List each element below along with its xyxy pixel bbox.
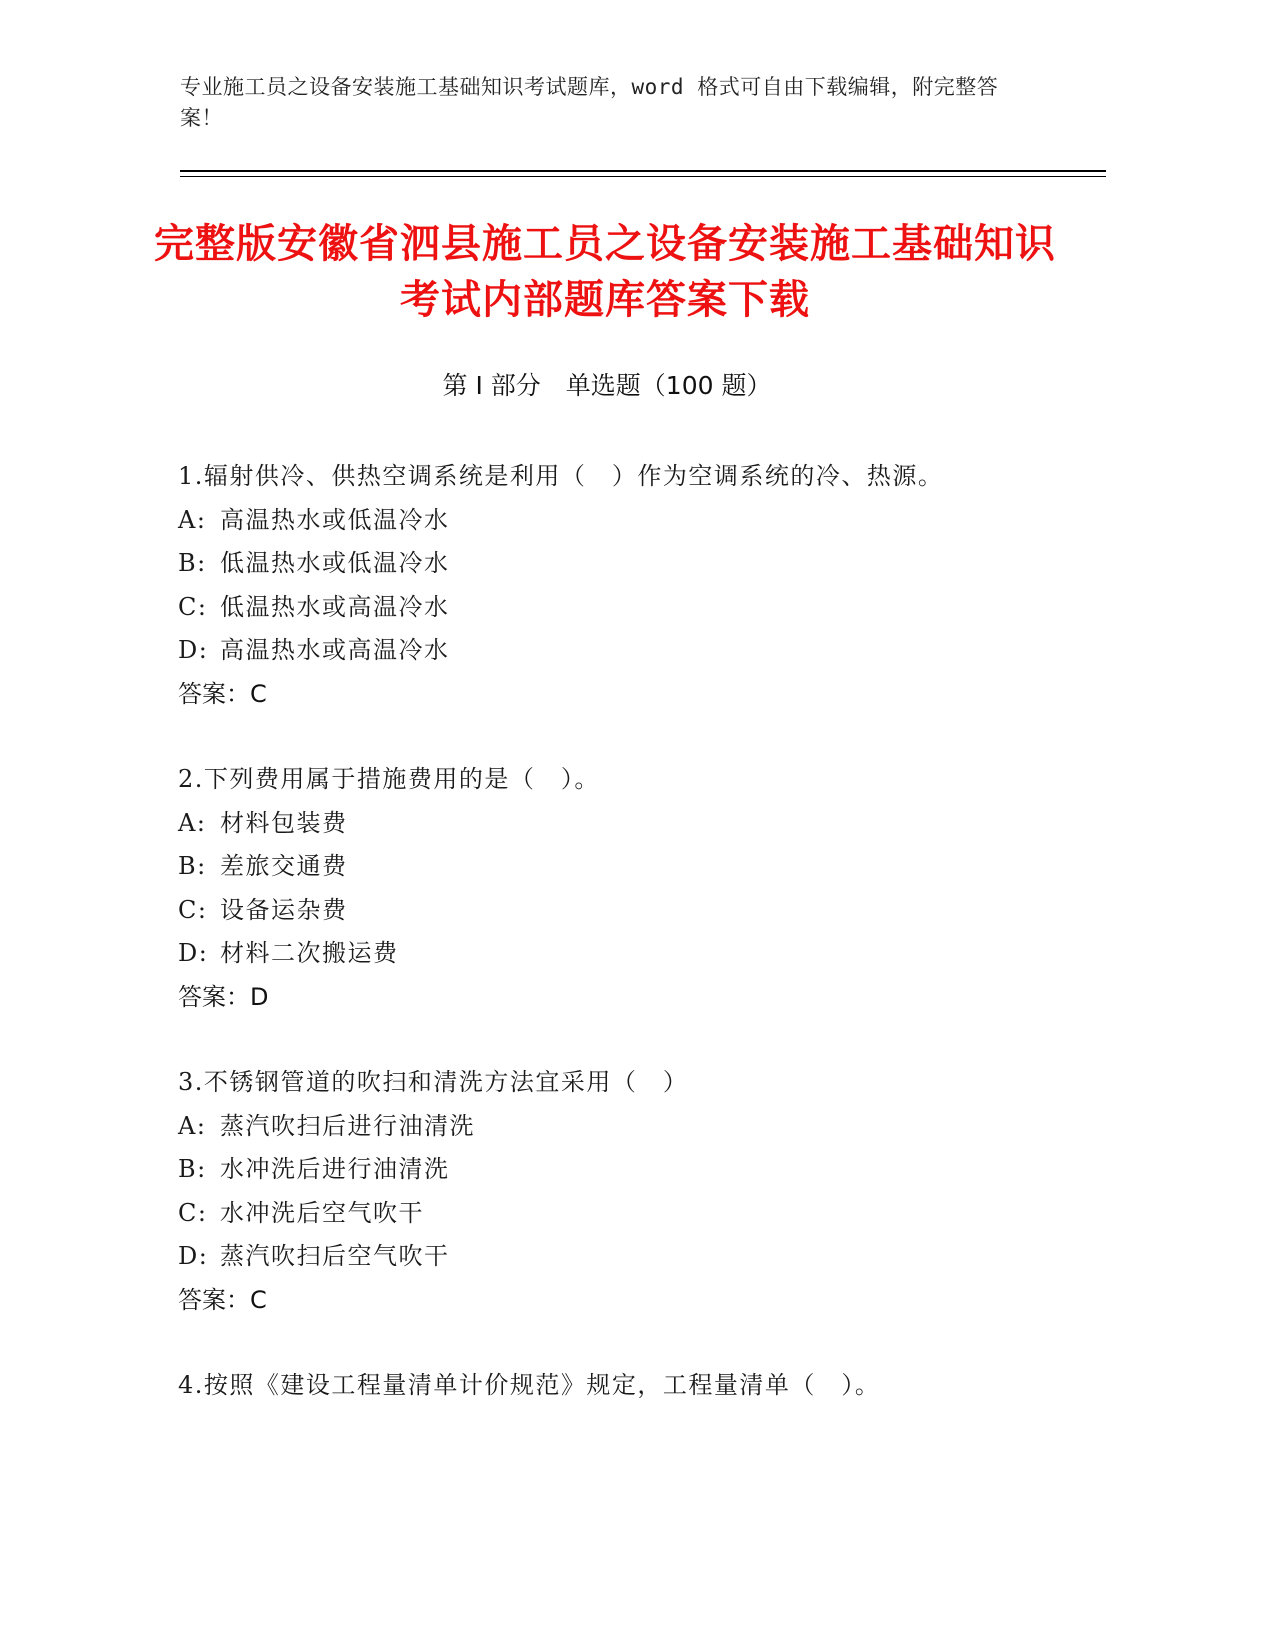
header-rule-thin <box>180 176 1106 177</box>
option-text: 材料二次搬运费 <box>220 939 399 967</box>
option-text: 蒸汽吹扫后空气吹干 <box>220 1242 450 1270</box>
option-text: 低温热水或高温冷水 <box>220 592 450 621</box>
option-d <box>178 629 1128 673</box>
header-note: 专业施工员之设备安装施工基础知识考试题库，word 格式可自由下载编辑，附完整答案！ <box>180 75 999 130</box>
option-letter: D: <box>178 1242 209 1270</box>
option-d <box>178 932 1128 976</box>
option-text: 水冲洗后空气吹干 <box>220 1198 424 1227</box>
answer-text: 答案：C <box>178 1285 267 1314</box>
option-text: 材料包装费 <box>220 808 348 837</box>
option-text: 高温热水或低温冷水 <box>220 505 450 534</box>
answer-text: 答案：C <box>178 679 267 708</box>
answer-text: 答案：D <box>178 982 269 1011</box>
option-b <box>178 542 1128 586</box>
question-text: 4.按照《建设工程量清单计价规范》规定，工程量清单（ ）。 <box>178 1371 881 1399</box>
question-text: 1.辐射供冷、供热空调系统是利用（ ）作为空调系统的冷、热源。 <box>178 462 944 490</box>
option-a <box>178 1105 1128 1149</box>
question-item <box>178 758 1128 1019</box>
option-letter: B: <box>178 549 207 577</box>
option-text: 高温热水或高温冷水 <box>220 636 450 664</box>
option-letter: A: <box>178 808 207 837</box>
option-letter: A: <box>178 505 207 534</box>
question-text: 2.下列费用属于措施费用的是（ ）。 <box>178 765 600 793</box>
question-item <box>178 455 1128 716</box>
option-c <box>178 1192 1128 1236</box>
document-title: 完整版安徽省泗县施工员之设备安装施工基础知识考试内部题库答案下载 <box>154 221 1056 323</box>
question-list <box>178 455 1128 1450</box>
option-text: 差旅交通费 <box>220 852 348 880</box>
option-letter: A: <box>178 1111 207 1140</box>
option-letter: D: <box>178 939 209 967</box>
question-text: 3.不锈钢管道的吹扫和清洗方法宜采用（ ） <box>178 1068 689 1096</box>
option-b <box>178 845 1128 889</box>
section-heading: 第 I 部分 单选题（100 题） <box>442 371 772 400</box>
option-d <box>178 1235 1128 1279</box>
option-letter: C: <box>178 895 208 924</box>
option-text: 设备运杂费 <box>220 895 348 924</box>
option-text: 蒸汽吹扫后进行油清洗 <box>220 1111 475 1140</box>
option-a <box>178 802 1128 846</box>
option-letter: C: <box>178 592 208 621</box>
option-letter: B: <box>178 1155 207 1183</box>
question-item <box>178 1364 1128 1408</box>
option-a <box>178 499 1128 543</box>
option-b <box>178 1148 1128 1192</box>
header-rule-thick <box>180 170 1106 172</box>
option-text: 水冲洗后进行油清洗 <box>220 1155 450 1183</box>
option-letter: B: <box>178 852 207 880</box>
option-letter: C: <box>178 1198 208 1227</box>
option-letter: D: <box>178 636 209 664</box>
option-c <box>178 889 1128 933</box>
question-item <box>178 1061 1128 1322</box>
option-c <box>178 586 1128 630</box>
option-text: 低温热水或低温冷水 <box>220 549 450 577</box>
